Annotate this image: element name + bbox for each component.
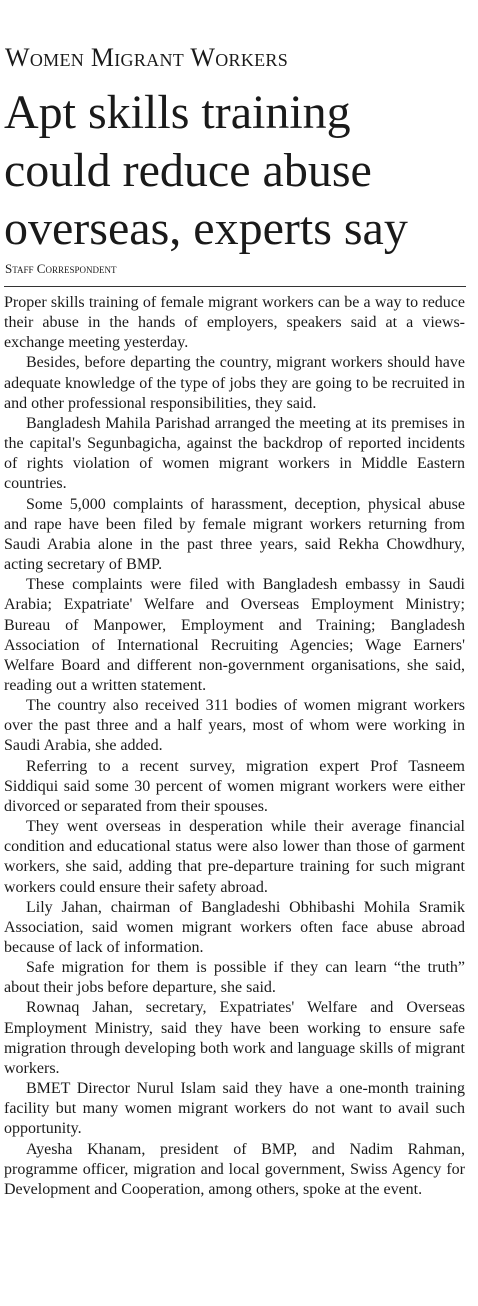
paragraph: The country also received 311 bodies of women migrant workers over the past three and a half years, most of whom were working in Saudi Arabia, she added. — [4, 697, 465, 755]
paragraph: Proper skills training of female migrant workers can be a way to reduce their abuse in the hands of employers, speakers said at a views-exchange meeting yesterday. — [4, 294, 465, 352]
headline-line: overseas, experts say — [4, 202, 408, 255]
previous-article-fragment — [0, 0, 478, 8]
headline-line: Apt skills training — [4, 86, 351, 139]
paragraph: Referring to a recent survey, migration expert Prof Tasneem Siddiqui said some 30 percent of women migrant workers were either divorced or separated from their spouses. — [4, 757, 465, 815]
article-body — [4, 293, 465, 1200]
paragraph: Lily Jahan, chairman of Bangladeshi Obhibashi Mohila Sramik Association, said women migrant workers often face abuse abroad because of lack of information. — [4, 898, 465, 956]
paragraph: They went overseas in desperation while their average financial condition and educational status were also lower than those of garment workers, she said, adding that pre-departure training for such migrant workers could ensure their safety abroad. — [4, 818, 465, 896]
section-kicker: Women Migrant Workers — [5, 43, 289, 72]
paragraph: Safe migration for them is possible if they can learn “the truth” about their jobs before departure, she said. — [4, 959, 465, 997]
paragraph: BMET Director Nurul Islam said they have a one-month training facility but many women migrant workers do not want to avail such opportunity. — [4, 1080, 465, 1138]
byline: Staff Correspondent — [5, 261, 117, 276]
paragraph: Bangladesh Mahila Parishad arranged the meeting at its premises in the capital's Segunbagicha, against the backdrop of reported incidents of rights violation of women migrant workers in Middle Eastern countries. — [4, 414, 465, 493]
paragraph: Some 5,000 complaints of harassment, deception, physical abuse and rape have been filed by female migrant workers returning from Saudi Arabia alone in the past three years, said Rekha Chowdhury, acting secretary of BMP. — [4, 495, 465, 574]
paragraph: These complaints were filed with Bangladesh embassy in Saudi Arabia; Expatriate' Welfare and Overseas Employment Ministry; Bureau of Manpower, Employment and Training; Bangladesh Association of International Recruiting Agencies; Wage Earners' Welfare Board and different non-government organisations, she said, reading out a written statement. — [4, 576, 465, 694]
divider-rule — [4, 286, 466, 287]
headline-line: could reduce abuse — [4, 144, 372, 197]
headline — [4, 84, 478, 258]
paragraph: Besides, before departing the country, migrant workers should have adequate knowledge of the type of jobs they are going to be recruited in and other professional responsibilities, they said. — [4, 354, 465, 412]
paragraph: Ayesha Khanam, president of BMP, and Nadim Rahman, programme officer, migration and local government, Swiss Agency for Development and Cooperation, among others, spoke at the event. — [4, 1140, 465, 1198]
paragraph: Rownaq Jahan, secretary, Expatriates' Welfare and Overseas Employment Ministry, said they have been working to ensure safe migration through developing both work and language skills of migrant workers. — [4, 999, 465, 1077]
